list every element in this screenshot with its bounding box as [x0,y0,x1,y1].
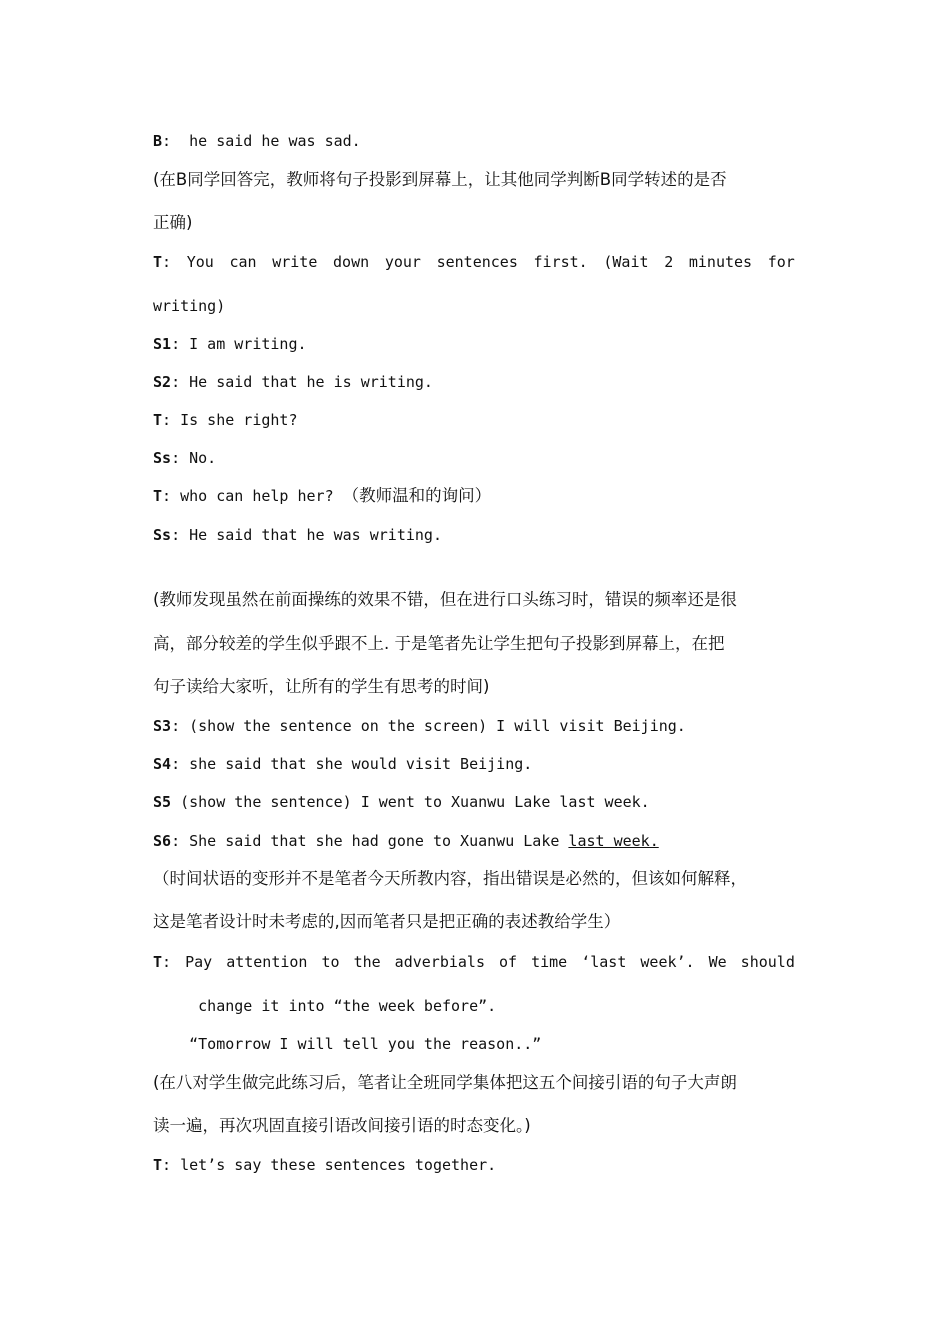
line-text: : I am writing. [171,335,307,353]
teacher-note-1-cont: 正确) [153,213,193,232]
word: We [708,953,727,971]
dialogue-line-t-together [153,1155,496,1175]
word: first. [533,253,588,271]
line-text: : he said he was sad. [162,132,361,150]
word: write [272,253,318,271]
dialogue-line-s4 [153,754,532,774]
word: time [531,953,568,971]
underlined-phrase: last week. [568,832,659,850]
line-note: （教师温和的询问） [342,486,492,505]
line-text: : Is she right? [162,411,298,429]
speaker-colon: : [162,253,172,271]
word: of [499,953,518,971]
speaker-label-with-colon [153,952,171,972]
word: (Wait [603,253,649,271]
dialogue-line-s2 [153,372,433,392]
word: ‘last [581,953,627,971]
speaker-label-with-colon [153,252,171,272]
line-text: : who can help her? [162,487,343,505]
speaker-label: B [153,132,163,150]
word: minutes [688,253,753,271]
dialogue-line-s3 [153,716,686,736]
dialogue-line-t-right [153,410,298,430]
dialogue-line-t-tomorrow: “Tomorrow I will tell you the reason..” [153,1035,542,1053]
teacher-note-4: (在八对学生做完此练习后，笔者让全班同学集体把这五个间接引语的句子大声朗 [153,1073,737,1092]
dialogue-line-s5 [153,792,650,812]
line-text: : He said that he was writing. [171,526,442,544]
teacher-note-1: (在B同学回答完，教师将句子投影到屏幕上，让其他同学判断B同学转述的是否 [153,170,727,189]
word: the [353,953,381,971]
speaker-label: Ss [153,526,172,544]
speaker-label: S2 [153,373,172,391]
teacher-note-2-cont-2: 句子读给大家听，让所有的学生有思考的时间) [153,677,490,696]
word: down [333,253,370,271]
speaker-label: T [153,253,163,271]
speaker-label: S4 [153,755,172,773]
line-text: (show the sentence) I went to Xuanwu Lake last week. [171,793,650,811]
word: your [384,253,421,271]
word: to [321,953,340,971]
word: attention [226,953,308,971]
line-text: : He said that he is writing. [171,373,433,391]
speaker-label: T [153,1156,163,1174]
line-text: : No. [171,449,217,467]
speaker-colon: : [162,953,172,971]
speaker-label: S6 [153,832,172,850]
dialogue-line-ss-answer [153,525,442,545]
word: sentences [436,253,518,271]
dialogue-line-s6 [153,831,659,851]
dialogue-line-s1 [153,334,307,354]
teacher-note-3-cont: 这是笔者设计时未考虑的,因而笔者只是把正确的表述教给学生） [153,912,621,931]
teacher-note-3: （时间状语的变形并不是笔者今天所教内容，指出错误是必然的，但该如何解释， [153,869,747,888]
speaker-label: S1 [153,335,172,353]
word: for [767,253,795,271]
teacher-note-2: (教师发现虽然在前面操练的效果不错，但在进行口头练习时，错误的频率还是很 [153,590,737,609]
word: Pay [185,953,213,971]
speaker-label: S3 [153,717,172,735]
dialogue-line-t-help [153,486,491,506]
line-text: : she said that she would visit Beijing. [171,755,533,773]
dialogue-line-ss-no [153,448,216,468]
word: can [229,253,257,271]
word: 2 [664,253,674,271]
word: You [186,253,214,271]
speaker-label: Ss [153,449,172,467]
speaker-label: T [153,411,163,429]
word: week’. [640,953,695,971]
dialogue-line-t-attention [153,952,795,972]
line-text: : let’s say these sentences together. [162,1156,497,1174]
line-text: : (show the sentence on the screen) I will visit Beijing. [171,717,686,735]
dialogue-line-t-attention-cont: change it into “the week before”. [153,997,497,1015]
speaker-label: S5 [153,793,172,811]
speaker-label: T [153,487,163,505]
dialogue-line-t-write [153,252,795,272]
word: adverbials [394,953,485,971]
dialogue-line-b [153,131,361,151]
teacher-note-2-cont-1: 高，部分较差的学生似乎跟不上. 于是笔者先让学生把句子投影到屏幕上，在把 [153,634,725,653]
word: should [740,953,795,971]
teacher-note-4-cont: 读一遍，再次巩固直接引语改间接引语的时态变化。) [153,1116,531,1135]
dialogue-line-t-write-cont: writing) [153,297,226,315]
line-text: : She said that she had gone to Xuanwu Lake [171,832,569,850]
speaker-label: T [153,953,163,971]
